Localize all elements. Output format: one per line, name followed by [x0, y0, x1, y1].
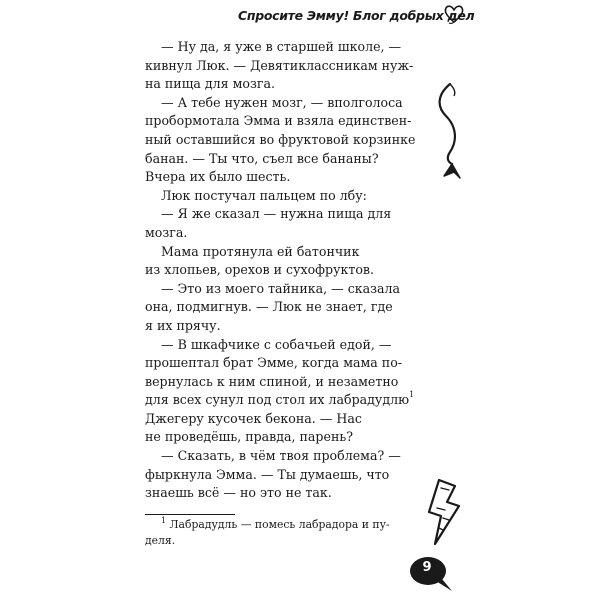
devil-tail-icon	[428, 80, 468, 180]
text-line: Вчера их было шесть.	[145, 169, 291, 185]
footnote	[145, 517, 417, 549]
text-line: банан. — Ты что, съел все бананы?	[145, 150, 379, 166]
text-line: прошептал брат Эмме, когда мама по-	[145, 355, 403, 371]
text-line: — Ну да, я уже в старшей школе, —	[161, 39, 402, 54]
text-line: ный оставшийся во фруктовой корзинке	[145, 131, 416, 147]
footnote-line: $^1$ Лабрадудль — помесь лабрадора и пу-	[161, 516, 390, 531]
heart-icon	[443, 3, 465, 25]
text-line: вернулась к ним спиной, и незаметно	[145, 373, 399, 389]
footnote-marker[interactable]: 1	[409, 390, 415, 400]
text-line: я их прячу.	[145, 317, 221, 333]
body-text	[145, 38, 417, 503]
text-line: Мама протянула ей батончик	[161, 243, 360, 259]
text-line: она, подмигнув. — Люк не знает, где	[145, 299, 393, 315]
text-line: Джегеру кусочек бекона. — Нас	[145, 410, 362, 426]
footnote-line: деля.	[145, 534, 176, 547]
text-line: знаешь всё — но это не так.	[145, 485, 332, 501]
text-line: — А тебе нужен мозг, — вполголоса	[161, 94, 403, 110]
running-header	[238, 3, 475, 27]
text-line: не проведёшь, правда, парень?	[145, 429, 353, 445]
text-line: — В шкафчике с собачьей едой, —	[161, 336, 392, 352]
text-line: пробормотала Эмма и взяла единствен-	[145, 113, 412, 129]
footnote-divider	[145, 514, 235, 515]
lightning-bolt-icon	[425, 478, 465, 548]
text-line: из хлопьев, орехов и сухофруктов.	[145, 262, 375, 278]
text-line: Люк постучал пальцем по лбу:	[161, 187, 367, 203]
text-line: — Сказать, в чём твоя проблема? —	[161, 448, 401, 464]
text-line: — Я же сказал — нужна пища для	[161, 206, 392, 222]
page-number: 9	[422, 560, 432, 575]
text-line: кивнул Люк. — Девятиклассникам нуж-	[145, 57, 414, 73]
text-line: на пища для мозга.	[145, 76, 275, 92]
text-line: фыркнула Эмма. — Ты думаешь, что	[145, 466, 390, 482]
text-line: мозга.	[145, 224, 188, 240]
header-title: Спросите Эмму! Блог добрых дел	[238, 8, 475, 23]
text-line: для всех сунул под стол их лабрадудлю$^1$	[145, 390, 415, 408]
text-line: — Это из моего тайника, — сказала	[161, 280, 401, 296]
